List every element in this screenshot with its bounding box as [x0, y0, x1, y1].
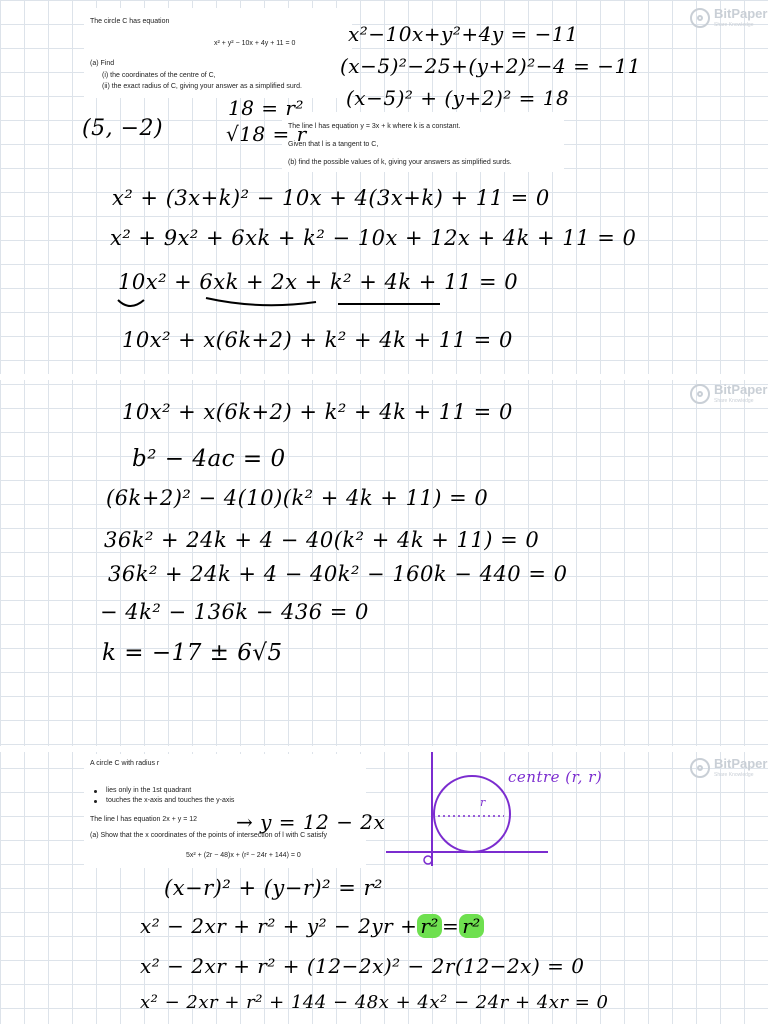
highlighted-term: r²	[417, 914, 442, 938]
highlighted-term: r²	[459, 914, 484, 938]
handwriting-line: (x−5)² + (y+2)² = 18	[346, 86, 570, 110]
question-line-info: The line l has equation y = 3x + k where k is a constant.	[288, 123, 461, 130]
handwriting-line: k = −17 ± 6√5	[102, 640, 283, 666]
handwriting-centre: (5, −2)	[82, 116, 164, 141]
question-line-info: The line l has equation 2x + y = 12	[90, 816, 198, 823]
question-tangent-info: Given that l is a tangent to C,	[288, 141, 379, 148]
question-intro: The circle C has equation	[90, 18, 170, 25]
handwriting-line: x² − 2xr + r² + y² − 2yr + r² = r²	[140, 914, 484, 938]
handwriting-line-equation: → y = 12 − 2x	[236, 810, 386, 834]
handwriting-line: b² − 4ac = 0	[132, 446, 286, 472]
bitpaper-logo-icon	[690, 758, 710, 778]
diagram-centre-label: centre (r, r)	[508, 768, 603, 786]
question-equation: 5x² + (2r − 48)x + (r² − 24r + 144) = 0	[186, 852, 301, 859]
handwriting-line: 10x² + x(6k+2) + k² + 4k + 11 = 0	[122, 328, 513, 352]
grouping-underlines	[110, 292, 450, 316]
handwriting-line: 10x² + x(6k+2) + k² + 4k + 11 = 0	[122, 400, 513, 424]
handwriting-line: (x−5)²−25+(y+2)²−4 = −11	[340, 54, 641, 78]
handwriting-line: (6k+2)² − 4(10)(k² + 4k + 11) = 0	[106, 486, 489, 510]
question-part-a-i: (i) the coordinates of the centre of C,	[102, 72, 216, 79]
question-bullet: touches the x-axis and touches the y-axis	[106, 797, 235, 804]
question-part-b: (b) find the possible values of k, giving your answers as simplified surds.	[288, 159, 512, 166]
bitpaper-logo-icon	[690, 8, 710, 28]
handwriting-line: x²−10x+y²+4y = −11	[348, 22, 579, 46]
bitpaper-logo: BitPaper Share Knowledge	[690, 6, 768, 32]
handwriting-line: x² + (3x+k)² − 10x + 4(3x+k) + 11 = 0	[112, 186, 550, 210]
handwriting-line: x² + 9x² + 6xk + k² − 10x + 12x + 4k + 11 = 0	[110, 226, 637, 250]
bitpaper-logo-icon	[690, 384, 710, 404]
bullet-icon	[94, 790, 97, 793]
question-equation: x² + y² − 10x + 4y + 11 = 0	[214, 40, 296, 47]
handwriting-line: x² − 2xr + r² + (12−2x)² − 2r(12−2x) = 0	[140, 954, 585, 978]
diagram-radius-label: r	[480, 796, 486, 809]
bitpaper-logo: BitPaper Share Knowledge	[690, 756, 768, 782]
question-part-a: (a) Find	[90, 60, 115, 67]
bitpaper-logo: BitPaper Share Knowledge	[690, 382, 768, 408]
handwriting-r-squared: 18 = r²	[228, 96, 304, 120]
question-part-a: (a) Show that the x coordinates of the points of intersection of l with C satisfy	[90, 832, 327, 839]
bullet-icon	[94, 800, 97, 803]
question-bullet: lies only in the 1st quadrant	[106, 787, 192, 794]
handwriting-line: 36k² + 24k + 4 − 40(k² + 4k + 11) = 0	[104, 528, 540, 552]
handwriting-line: (x−r)² + (y−r)² = r²	[164, 876, 383, 900]
handwriting-line: x² − 2xr + r² + 144 − 48x + 4x² − 24r + 4xr = 0	[140, 992, 609, 1013]
handwriting-line: − 4k² − 136k − 436 = 0	[100, 600, 369, 624]
page-divider	[0, 374, 768, 380]
handwriting-radius: √18 = r	[226, 122, 307, 146]
handwriting-line: 10x² + 6xk + 2x + k² + 4k + 11 = 0	[118, 270, 519, 294]
question-intro: A circle C with radius r	[90, 760, 160, 767]
question-part-a-ii: (ii) the exact radius of C, giving your answer as a simplified surd.	[102, 83, 302, 90]
handwriting-line: 36k² + 24k + 4 − 40k² − 160k − 440 = 0	[108, 562, 568, 586]
